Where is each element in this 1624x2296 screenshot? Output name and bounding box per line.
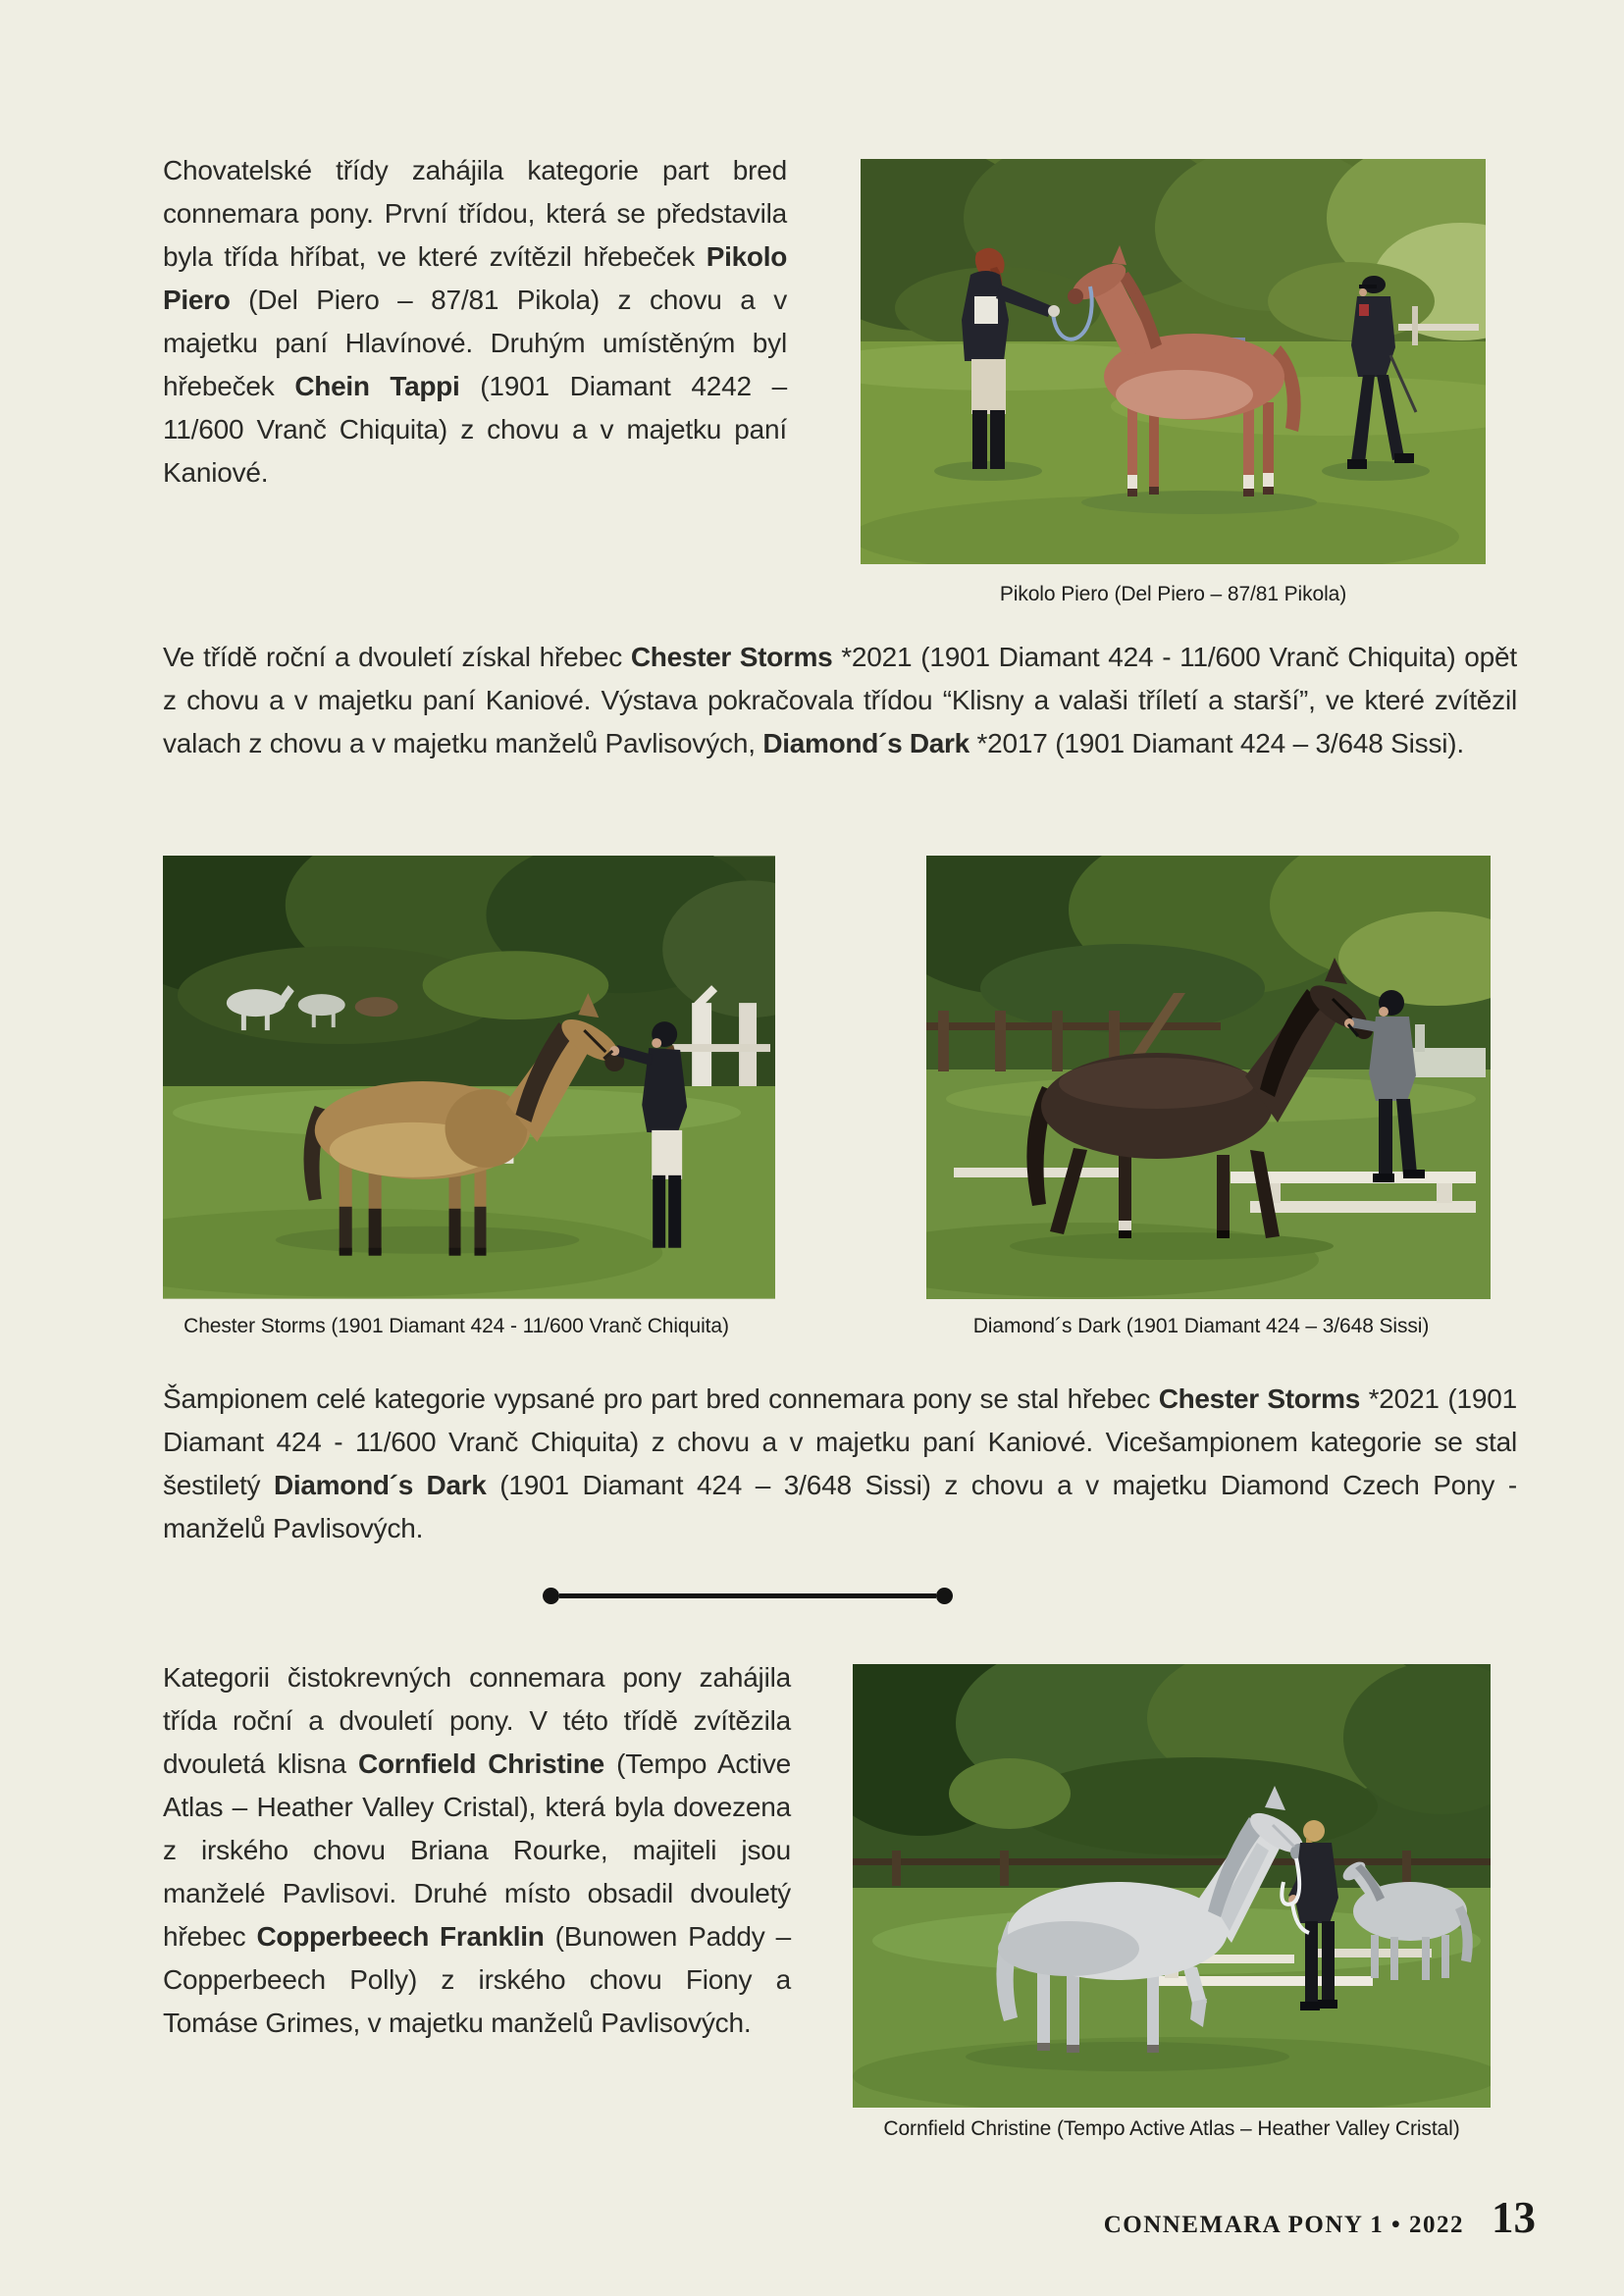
horse-name-copperbeech-franklin: Copperbeech Franklin [256,1921,545,1952]
horse-name-chester-storms: Chester Storms [630,642,833,672]
text-run: *2017 (1901 Diamant 424 – 3/648 Sissi). [969,728,1464,758]
magazine-title: CONNEMARA PONY 1 • 2022 [1103,2212,1464,2238]
horse-name-diamonds-dark: Diamond´s Dark [274,1470,487,1500]
text-run: (1901 Diamant 424 – 3/648 Sissi) z chovu a v majetku Diamond Czech Pony - manželů Pavlisových. [163,1470,1517,1543]
paragraph-part-bred-intro [163,149,787,495]
text-run: (Del Piero – 87/81 Pikola) z chovu a v majetku paní Hlavínové. Druhým umístěným byl hřebeček [163,285,787,401]
text-run: Chovatelské třídy zahájila kategorie part bred connemara pony. První třídou, která se představila byla třída hříbat, ve které zvítězil hřebeček [163,155,787,272]
photo-pikolo-piero-illustration [861,159,1486,564]
paragraph-purebred-intro [163,1656,791,2045]
page-footer [1104,2192,1536,2243]
photo-chester-storms [163,856,775,1299]
photo-chester-storms-illustration [163,856,775,1299]
horse-name-pikolo-piero: Pikolo Piero [163,241,787,315]
divider-rule [559,1593,936,1598]
text-run: (Bunowen Paddy – Copperbeech Polly) z irského chovu Fiony a Tomáse Grimes, v majetku manželů Pavlisových. [163,1921,791,2038]
photo-cornfield-christine-illustration [853,1664,1491,2108]
caption-chester-storms: Chester Storms (1901 Diamant 424 - 11/600 Vranč Chiquita) [183,1315,729,1337]
text-run: (Tempo Active Atlas – Heather Valley Cristal), která byla dovezena z irského chovu Briana Rourke, majiteli jsou manželé Pavlisovi. Druhé místo obsadil dvouletý hřebec [163,1748,791,1952]
caption-pikolo-piero: Pikolo Piero (Del Piero – 87/81 Pikola) [999,583,1347,605]
horse-name-diamonds-dark: Diamond´s Dark [762,728,969,758]
text-run: *2021 (1901 Diamant 424 - 11/600 Vranč Chiquita) z chovu a v majetku paní Kaniové. Vicešampionem kategorie se stal šestiletý [163,1383,1518,1500]
caption-diamonds-dark: Diamond´s Dark (1901 Diamant 424 – 3/648 Sissi) [972,1315,1430,1337]
divider-dot-right [936,1588,953,1604]
photo-diamonds-dark-illustration [926,856,1491,1299]
paragraph-yearling-class [163,636,1517,765]
paragraph-champion [163,1378,1517,1550]
horse-name-cornfield-christine: Cornfield Christine [358,1748,604,1779]
text-run: Ve třídě roční a dvouletí získal hřebec [163,642,631,672]
caption-cornfield-christine: Cornfield Christine (Tempo Active Atlas – Heather Valley Cristal) [883,2117,1460,2140]
horse-name-chester-storms: Chester Storms [1158,1383,1361,1414]
text-run: Šampionem celé kategorie vypsané pro part bred connemara pony se stal hřebec [163,1383,1159,1414]
photo-diamonds-dark [926,856,1491,1299]
text-run: *2021 (1901 Diamant 424 - 11/600 Vranč Chiquita) opět z chovu a v majetku paní Kaniové. Výstava pokračovala třídou “Klisny a valaši tříletí a starší”, ve které zvítězil valach z chovu a v majetku manželů Pavlisových, [163,642,1517,758]
photo-pikolo-piero [861,159,1486,564]
page-number: 13 [1492,2193,1536,2242]
section-divider [543,1588,953,1603]
text-run: Kategorii čistokrevných connemara pony zahájila třída roční a dvouletí pony. V této třídě zvítězila dvouletá klisna [163,1662,791,1779]
photo-cornfield-christine [853,1664,1491,2108]
divider-dot-left [543,1588,559,1604]
text-run: (1901 Diamant 4242 – 11/600 Vranč Chiquita) z chovu a v majetku paní Kaniové. [163,371,788,488]
horse-name-chein-tappi: Chein Tappi [294,371,460,401]
